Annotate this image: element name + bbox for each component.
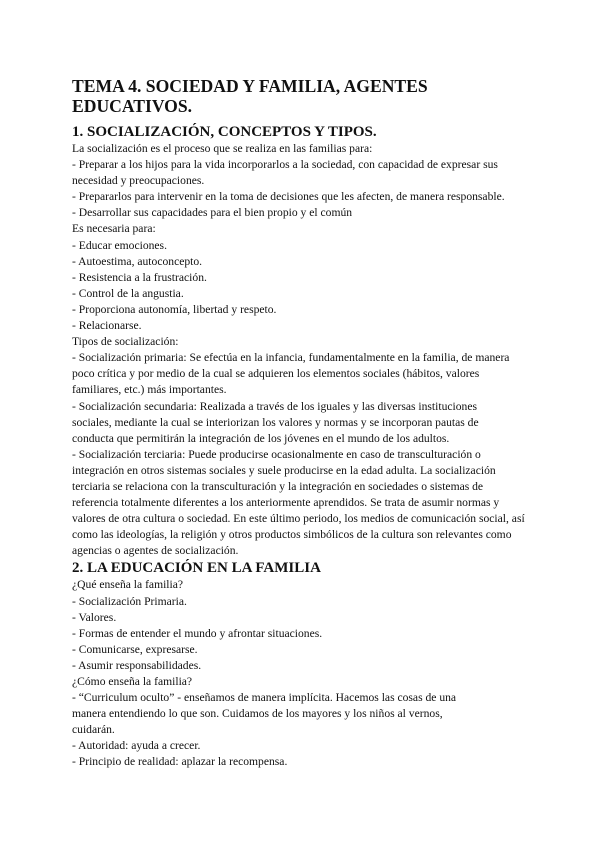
document-page [72, 76, 532, 771]
list-item: - Proporciona autonomía, libertad y respeto. [72, 302, 277, 316]
list-item: - Socialización Primaria. [72, 594, 187, 608]
list-item: - Formas de entender el mundo y afrontar situaciones. [72, 626, 323, 640]
list-item: - Socialización primaria: Se efectúa en la infancia, fundamentalmente en la familia, de manera poco crítica y por medio de la cual se adquieren los elementos sociales (hábitos, valores familiares, etc.) más importantes. [72, 351, 510, 397]
list-item: - Relacionarse. [72, 319, 142, 333]
paragraph-intro: La socialización es el proceso que se realiza en las familias para: [72, 142, 373, 155]
section-heading-educacion-familia: 2. LA EDUCACIÓN EN LA FAMILIA [72, 560, 321, 577]
list-item: - Preparar a los hijos para la vida incorporarlos a la sociedad, con capacidad de expresar sus necesidad y preocupaciones. [72, 158, 498, 188]
list-item: - Comunicarse, expresarse. [72, 642, 198, 656]
list-item: - Autoestima, autoconcepto. [72, 254, 203, 268]
section-heading-socializacion: 1. SOCIALIZACIÓN, CONCEPTOS Y TIPOS. [72, 124, 377, 140]
paragraph-types-intro: Tipos de socialización: [72, 335, 179, 349]
list-item: - Educar emociones. [72, 238, 167, 252]
list-item: - Prepararlos para intervenir en la toma de decisiones que les afecten, de manera responsable. [72, 190, 505, 204]
list-item: - Valores. [72, 610, 117, 624]
page-title: TEMA 4. SOCIEDAD Y FAMILIA, AGENTES EDUCATIVOS. [72, 76, 428, 116]
paragraph-needed-intro: Es necesaria para: [72, 222, 156, 236]
list-item: - Principio de realidad: aplazar la recompensa. [72, 755, 288, 769]
list-item: - Socialización secundaria: Realizada a través de los iguales y las diversas instituciones sociales, mediante la cual se interiorizan los valores y normas y se incorporan pautas de conducta que permitirán la integración de los jóvenes en el mundo de los adultos. [72, 399, 479, 445]
list-item: - Desarrollar sus capacidades para el bien propio y el común [72, 206, 353, 220]
list-item: - Resistencia a la frustración. [72, 270, 207, 284]
list-item: - Autoridad: ayuda a crecer. [72, 739, 201, 753]
list-item: - Socialización terciaria: Puede producirse ocasionalmente en caso de transculturación o integración en otros sistemas sociales y suele producirse en la edad adulta. La socialización terciaria se relaciona con la transculturación y la integración en sociedades o sistemas de referencia totalmente diferentes a los anteriormente aprendidos. Se trata de asumir normas y valores de otra cultura o sociedad. En este último periodo, los medios de comunicación social, así como las ideologías, la religión y otros productos simbólicos de la cultura son relevantes como agencias o agentes de socialización. [72, 447, 525, 558]
list-item: - Control de la angustia. [72, 286, 184, 300]
list-item: - “Curriculum oculto” - enseñamos de manera implícita. Hacemos las cosas de una manera entendiendo lo que son. Cuidamos de los mayores y los niños al vernos, cuidarán. [72, 691, 457, 737]
question-what: ¿Qué enseña la familia? [72, 578, 184, 592]
list-item: - Asumir responsabilidades. [72, 658, 202, 672]
question-how: ¿Cómo enseña la familia? [72, 675, 193, 688]
